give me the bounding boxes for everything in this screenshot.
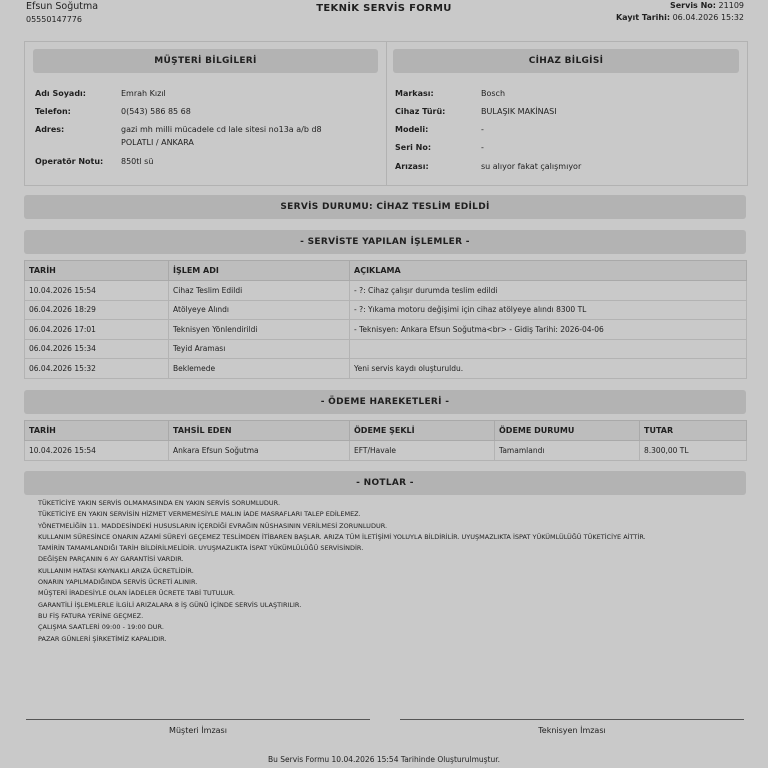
- record-date-label: Kayıt Tarihi:: [615, 13, 671, 22]
- list-item: 13. PAZAR GÜNLERİ ŞİRKETİMİZ KAPALIDIR.: [38, 634, 760, 645]
- service-meta: [616, 0, 744, 24]
- operation-name: Cihaz Teslim Edildi: [169, 281, 350, 301]
- payments-header-row: [25, 421, 747, 441]
- list-item: 12. ÇALIŞMA SAATLERİ 09:00 - 19:00 DUR.: [38, 622, 760, 633]
- device-model-label: Modeli:: [395, 125, 429, 134]
- device-brand: Bosch: [481, 89, 506, 98]
- payment-amount: 8.300,00 TL: [640, 441, 747, 461]
- customer-address-line2: POLATLI / ANKARA: [121, 138, 194, 147]
- list-item: 8. ONARIN YAPILMADIĞINDA SERVİS ÜCRETİ ALINIR.: [38, 577, 760, 588]
- payment-collector: Ankara Efsun Soğutma: [169, 441, 350, 461]
- operation-description: [350, 339, 747, 359]
- table-row: [25, 339, 747, 359]
- operation-description: - Teknisyen: Ankara Efsun Soğutma<br> - Gidiş Tarihi: 2026-04-06: [350, 320, 747, 340]
- customer-address-label: Adres:: [35, 125, 65, 134]
- operations-heading: - SERVİSTE YAPILAN İŞLEMLER -: [24, 230, 746, 254]
- column-header: TUTAR: [640, 421, 747, 441]
- operation-date: 10.04.2026 15:54: [25, 281, 169, 301]
- technician-signature-line: [400, 719, 744, 720]
- device-fault: su alıyor fakat çalışmıyor: [481, 162, 582, 171]
- table-row: [25, 359, 747, 379]
- column-header: İŞLEM ADI: [169, 261, 350, 281]
- notes-list: [24, 498, 760, 645]
- list-item: 4. KULLANIM SÜRESİNCE ONARIN AZAMİ SÜREYİ GEÇEMEZ TESLİMDEN İTİBAREN BAŞLAR. ARIZA TÜM İLETİŞİMİ YOLUYLA BİLDİRİLİR. UYUŞMAZLIKTA İSPAT YÜKÜMLÜLÜĞÜ TÜKETİCİYE AİTTİR.: [38, 532, 760, 543]
- operations-header-row: [25, 261, 747, 281]
- notes-heading: - NOTLAR -: [24, 471, 746, 495]
- list-item: 5. TAMİRİN TAMAMLANDIĞI TARİH BİLDİRİLMELİDİR. UYUŞMAZLIKTA İSPAT YÜKÜMLÜLÜĞÜ SERVİSİNDİR.: [38, 543, 760, 554]
- column-header: TAHSİL EDEN: [169, 421, 350, 441]
- operation-date: 06.04.2026 17:01: [25, 320, 169, 340]
- technician-signature-label: Teknisyen İmzası: [538, 726, 606, 735]
- payment-date: 10.04.2026 15:54: [25, 441, 169, 461]
- column-header: ÖDEME ŞEKLİ: [350, 421, 495, 441]
- table-row: [25, 320, 747, 340]
- device-fault-label: Arızası:: [395, 162, 429, 171]
- info-divider: [386, 42, 387, 185]
- device-brand-label: Markası:: [395, 89, 434, 98]
- list-item: 1. TÜKETİCİYE YAKIN SERVİS OLMAMASINDA EN YAKIN SERVİS SORUMLUDUR.: [38, 498, 760, 509]
- device-type-label: Cihaz Türü:: [395, 107, 446, 116]
- column-header: ÖDEME DURUMU: [495, 421, 640, 441]
- device-section: [393, 49, 739, 171]
- device-serial-label: Seri No:: [395, 143, 432, 152]
- list-item: 10. GARANTİLİ İŞLEMLERLE İLGİLİ ARIZALARA 8 İŞ GÜNÜ İÇİNDE SERVİS ULAŞTIRILIR.: [38, 600, 760, 611]
- operation-name: Atölyeye Alındı: [169, 300, 350, 320]
- device-type: BULAŞIK MAKİNASI: [481, 107, 557, 116]
- company-phone: 05550147776: [26, 15, 82, 24]
- operation-description: Yeni servis kaydı oluşturuldu.: [350, 359, 747, 379]
- list-item: 2. TÜKETİCİYE EN YAKIN SERVİSİN HİZMET VERMEMESİYLE MALIN İADE MASRAFLARI TALEP EDİLEMEZ.: [38, 509, 760, 520]
- customer-phone: 0(543) 586 85 68: [121, 107, 191, 116]
- service-no-line: [616, 0, 744, 12]
- table-row: [25, 281, 747, 301]
- device-serial: -: [481, 143, 484, 152]
- operation-description: - ?: Yıkama motoru değişimi için cihaz atölyeye alındı 8300 TL: [350, 300, 747, 320]
- customer-name-label: Adı Soyadı:: [35, 89, 86, 98]
- service-status-bar: SERVİS DURUMU: CİHAZ TESLİM EDİLDİ: [24, 195, 746, 219]
- operation-date: 06.04.2026 15:32: [25, 359, 169, 379]
- company-name: Efsun Soğutma: [26, 1, 99, 12]
- operation-date: 06.04.2026 15:34: [25, 339, 169, 359]
- operations-table: [24, 260, 747, 379]
- form-title: TEKNİK SERVİS FORMU: [316, 3, 452, 14]
- table-row: [25, 441, 747, 461]
- record-date-line: [616, 12, 744, 24]
- customer-name: Emrah Kızıl: [121, 89, 166, 98]
- list-item: 9. MÜŞTERİ İRADESİYLE OLAN İADELER ÜCRETE TABİ TUTULUR.: [38, 588, 760, 599]
- service-no-label: Servis No:: [669, 1, 716, 10]
- payment-method: EFT/Havale: [350, 441, 495, 461]
- customer-heading: MÜŞTERİ BİLGİLERİ: [33, 49, 378, 73]
- device-model: -: [481, 125, 484, 134]
- operator-note: 850tl sü: [121, 157, 154, 166]
- list-item: 7. KULLANIM HATASI KAYNAKLI ARIZA ÜCRETLİDİR.: [38, 566, 760, 577]
- customer-phone-label: Telefon:: [35, 107, 71, 116]
- list-item: 11. BU FİŞ FATURA YERİNE GEÇMEZ.: [38, 611, 760, 622]
- column-header: AÇIKLAMA: [350, 261, 747, 281]
- info-panel: [24, 41, 748, 186]
- record-date: 06.04.2026 15:32: [672, 13, 744, 22]
- operation-name: Teyid Araması: [169, 339, 350, 359]
- customer-signature-label: Müşteri İmzası: [169, 726, 227, 735]
- column-header: TARİH: [25, 421, 169, 441]
- payments-table: [24, 420, 747, 461]
- device-heading: CİHAZ BİLGİSİ: [393, 49, 739, 73]
- customer-section: [33, 49, 378, 166]
- service-no: 21109: [718, 1, 744, 10]
- footer-note: Bu Servis Formu 10.04.2026 15:54 Tarihinde Oluşturulmuştur.: [267, 755, 501, 764]
- customer-address-line1: gazi mh milli mücadele cd lale sitesi no13a a/b d8: [121, 125, 322, 134]
- customer-address-row: [35, 123, 375, 153]
- operation-name: Teknisyen Yönlendirildi: [169, 320, 350, 340]
- customer-signature-line: [26, 719, 370, 720]
- operation-description: - ?: Cihaz çalışır durumda teslim edildi: [350, 281, 747, 301]
- operation-date: 06.04.2026 18:29: [25, 300, 169, 320]
- payment-status: Tamamlandı: [495, 441, 640, 461]
- list-item: 6. DEĞİŞEN PARÇANIN 6 AY GARANTİSİ VARDIR.: [38, 554, 760, 565]
- payments-heading: - ÖDEME HAREKETLERİ -: [24, 390, 746, 414]
- column-header: TARİH: [25, 261, 169, 281]
- operation-name: Beklemede: [169, 359, 350, 379]
- list-item: 3. YÖNETMELİĞİN 11. MADDESİNDEKİ HUSUSLARIN İÇERDİĞİ EVRAĞIN NÜSHASININ VERİLMESİ ZORUNLUDUR.: [38, 521, 760, 532]
- operator-note-label: Operatör Notu:: [35, 157, 104, 166]
- table-row: [25, 300, 747, 320]
